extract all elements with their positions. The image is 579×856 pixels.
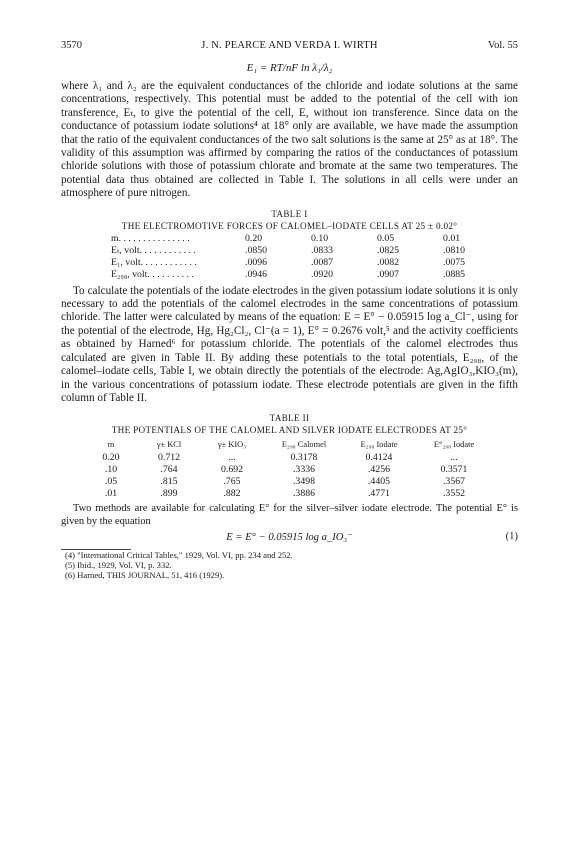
page	[61, 40, 518, 581]
table1-row	[109, 233, 507, 245]
table2-column-header: γ± KCl	[156, 439, 182, 449]
table2-column-header: γ± KIO₃	[217, 439, 247, 449]
table2-cell: .3552	[442, 487, 466, 499]
footnote: (4) "International Critical Tables," 1929, Vol. VI, pp. 234 and 252.	[65, 549, 293, 560]
table1-cell: 0.01	[443, 233, 461, 245]
table1-row	[109, 245, 507, 257]
table1-cell: .0096	[245, 257, 268, 269]
table2-cell: 0.20	[102, 451, 120, 463]
table2-title: THE POTENTIALS OF THE CALOMEL AND SILVER IODATE ELECTRODES AT 25°	[111, 425, 468, 436]
table2-cell: 0.712	[157, 451, 181, 463]
table1-row-label: Eₜ, volt. . . . . . . . . . . .	[111, 245, 196, 257]
table1-cell: .0920	[311, 269, 334, 281]
table2-cell: .05	[104, 475, 118, 487]
page-number: 3570	[61, 40, 82, 51]
table1-cell: .0075	[443, 257, 466, 269]
table2-cell: .4771	[367, 487, 391, 499]
table2-cell: .899	[160, 487, 178, 499]
footnotes	[61, 550, 518, 581]
table2-column-header: E₂₉₈ Calomel	[281, 439, 327, 449]
table2-cell: .765	[223, 475, 241, 487]
table1-cell: .0885	[443, 269, 466, 281]
table1-cell: 0.05	[377, 233, 395, 245]
paragraph-3: Two methods are available for calculating E° for the silver–silver iodate electrode. The potential E° is given by the equation	[61, 503, 518, 527]
table2-cell: ...	[228, 451, 236, 463]
equation-1	[61, 531, 518, 546]
table2-cell: .4256	[367, 463, 391, 475]
table2-cell: 0.3571	[440, 463, 468, 475]
table2-row	[83, 451, 493, 463]
table2-cell: .882	[223, 487, 241, 499]
table2-cell: .3567	[442, 475, 466, 487]
table1-row-label: E₁, volt. . . . . . . . . . . .	[111, 257, 197, 269]
table2-row	[83, 463, 493, 475]
table2-column-header: E°₂₉₈ Iodate	[433, 439, 475, 449]
paragraph-2: To calculate the potentials of the iodate electrodes in the given potassium iodate solutions it is only necessary to add the potentials of the calomel electrodes in the same concentrations of potassium chloride. The latter were calculated by means of the equation: E = E° − 0.05915 log a_Cl⁻, using for the potential of the electrode, Hg, Hg₂Cl₂, Cl⁻(a = 1), E° = 0.2676 volt,⁵ and the activity coefficients as obtained by Harned⁶ for potassium chloride. The potentials of the calomel electrodes thus calculated are given in Table II. By adding these potentials to the total potentials, E₂₉₈, of the calomel–iodate cells, Table I, we obtain directly the potentials of the electrode: Ag,AgIO₃,KIO₃(m), in the various concentrations of potassium iodate. These electrode potentials are given in the fifth column of Table II.	[61, 284, 518, 404]
table1-row	[109, 257, 507, 269]
table1-cell: .0810	[443, 245, 466, 257]
table1-cell: .0825	[377, 245, 400, 257]
table2-caption: TABLE II	[269, 413, 310, 424]
table2-cell: 0.3178	[290, 451, 318, 463]
table1-cell: .0850	[245, 245, 268, 257]
table2-cell: .3886	[292, 487, 316, 499]
volume-label: Vol. 55	[487, 40, 518, 51]
footnote: (5) Ibid., 1929, Vol. VI, p. 332.	[65, 559, 172, 570]
table1-cell: 0.20	[245, 233, 263, 245]
table2-cell: .3498	[292, 475, 316, 487]
table2-cell: 0.4124	[365, 451, 393, 463]
table2-cell: .815	[160, 475, 178, 487]
table2-column-header: m	[107, 439, 115, 449]
equation-top: E₁ = RT/nF ln λ₁/λ₂	[246, 62, 333, 74]
table2-cell: .4405	[367, 475, 391, 487]
table2-column-header: E₂₉₈ Iodate	[360, 439, 398, 449]
table1-cell: .0946	[245, 269, 268, 281]
table2-row	[83, 487, 493, 499]
table2-cell: .764	[160, 463, 178, 475]
table2-row	[83, 475, 493, 487]
table1-cell: .0907	[377, 269, 400, 281]
table1	[109, 233, 507, 281]
table1-cell: .0087	[311, 257, 334, 269]
running-header	[61, 40, 518, 56]
table2-cell: ...	[450, 451, 458, 463]
footnote: (6) Harned, THIS JOURNAL, 51, 416 (1929).	[65, 570, 225, 581]
equation-1-number: (1)	[505, 530, 518, 542]
equation-1-text: E = E° − 0.05915 log a_IO₃⁻	[226, 531, 353, 543]
table2-cell: .10	[104, 463, 118, 475]
table1-row-label: E₂₉₈, volt. . . . . . . . . .	[111, 269, 194, 281]
running-title: J. N. PEARCE AND VERDA I. WIRTH	[201, 40, 378, 51]
table2-cell: 0.692	[220, 463, 244, 475]
table1-caption: TABLE I	[271, 208, 308, 219]
table1-row	[109, 269, 507, 281]
table1-cell: 0.10	[311, 233, 329, 245]
table1-cell: .0082	[377, 257, 400, 269]
table2	[83, 437, 493, 499]
table2-cell: .3336	[292, 463, 316, 475]
table2-cell: .01	[104, 487, 118, 499]
table1-cell: .0833	[311, 245, 334, 257]
table1-title: THE ELECTROMOTIVE FORCES OF CALOMEL–IODATE CELLS AT 25 ± 0.02°	[121, 220, 458, 231]
paragraph-1: where λ₁ and λ₂ are the equivalent conductances of the chloride and iodate solutions at the same concentrations, respectively. This potential must be added to the potential of the cell with ion transference, Eₜ, to give the potential of the cell, E, without ion transference. Since data on the conductance of potassium iodate solutions⁴ at 18° only are available, we have made the assumption that the ratio of the equivalent conductances of the two salt solutions is the same at 25° as at 18°. The validity of this assumption was affirmed by comparing the ratios of the conductances of potassium chloride solutions with those of potassium chlorate and bromate at the same two temperatures. The potential data thus obtained are collected in Table I. The solutions in all cells were under an atmosphere of pure nitrogen.	[61, 80, 518, 200]
table1-row-label: m. . . . . . . . . . . . . . .	[111, 233, 190, 245]
